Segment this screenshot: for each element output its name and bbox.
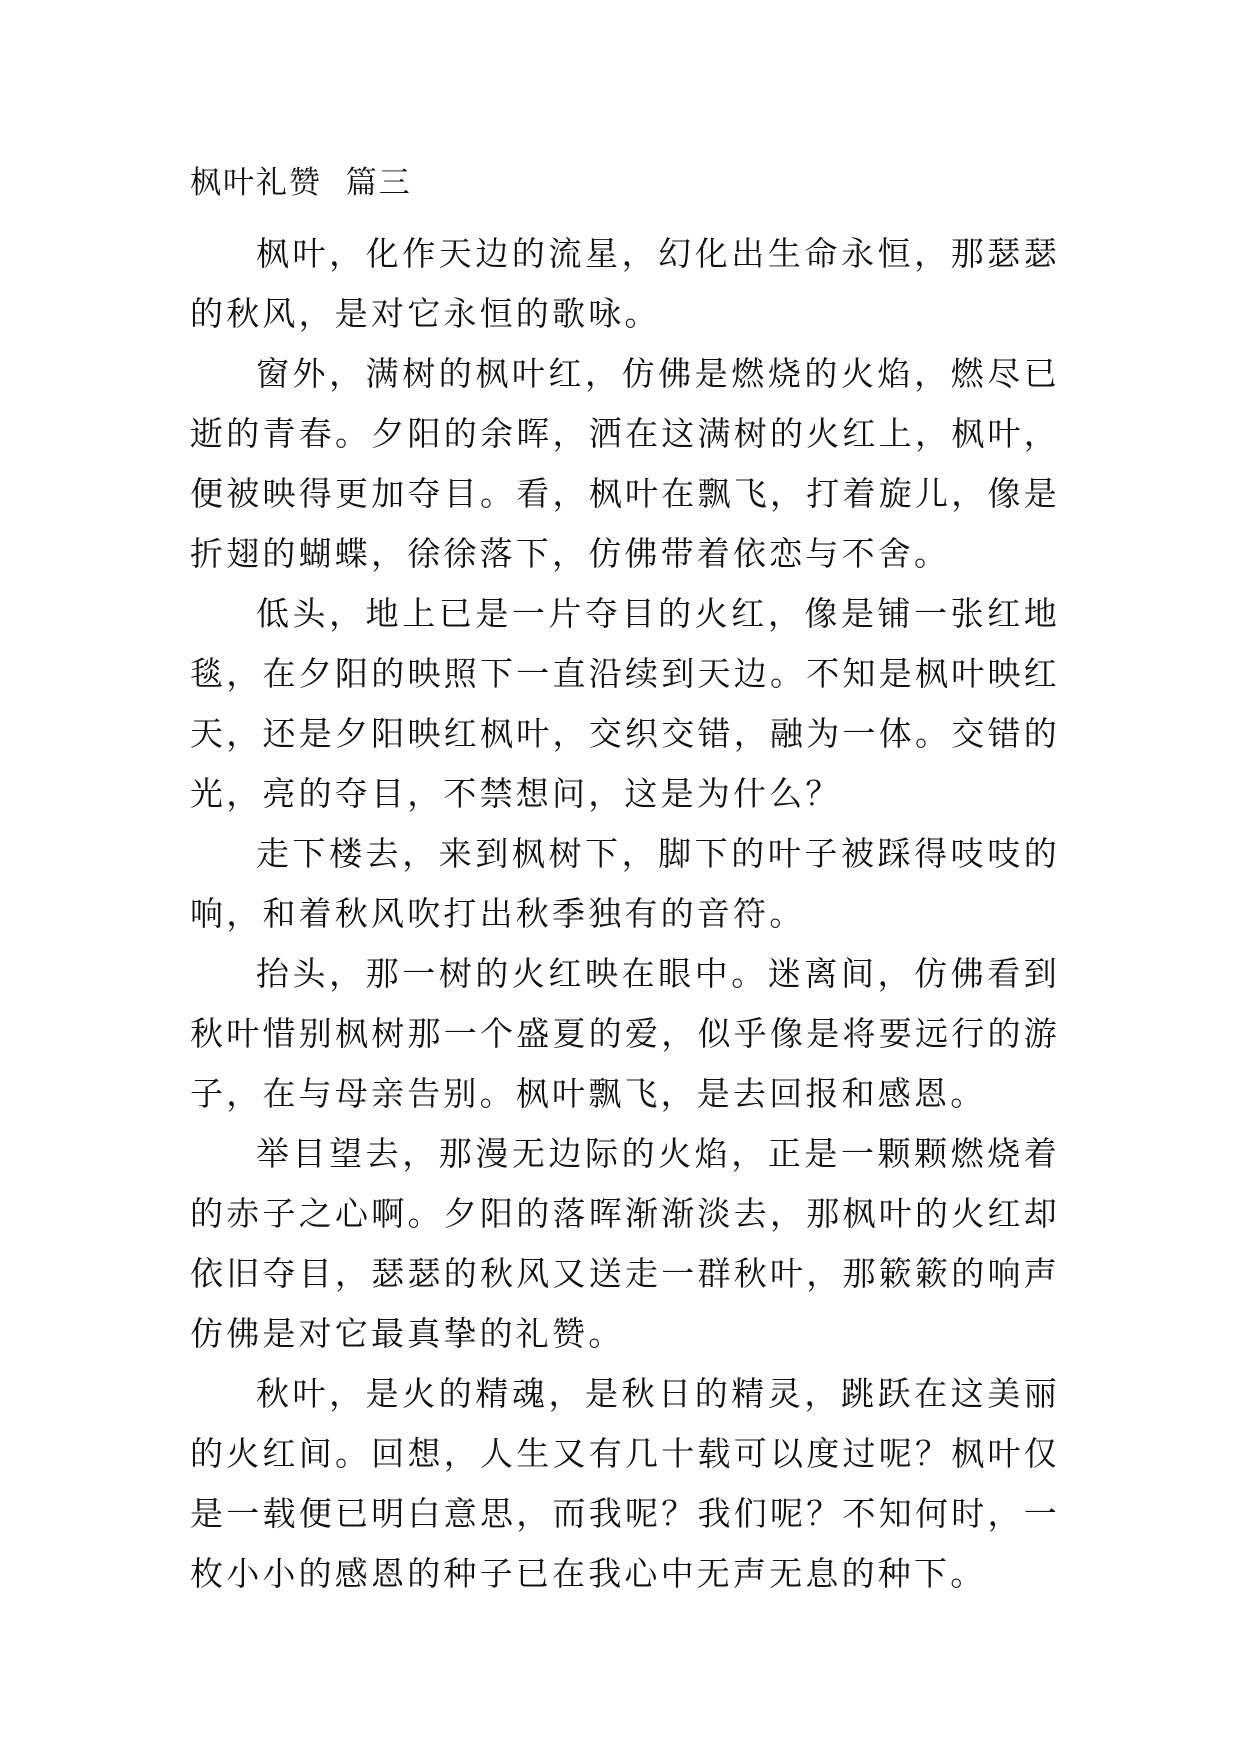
paragraph: 抬头，那一树的火红映在眼中。迷离间，仿佛看到秋叶惜别枫树那一个盛夏的爱，似乎像是将要远行的游子，在与母亲告别。枫叶飘飞，是去回报和感恩。 xyxy=(190,954,1060,1113)
paragraph: 秋叶，是火的精魂，是秋日的精灵，跳跃在这美丽的火红间。回想，人生又有几十载可以度过呢？枫叶仅是一载便已明白意思，而我呢？我们呢？不知何时，一枚小小的感恩的种子已在我心中无声无息的种下。 xyxy=(190,1374,1060,1593)
paragraph: 举目望去，那漫无边际的火焰，正是一颗颗燃烧着的赤子之心啊。夕阳的落晖渐渐淡去，那枫叶的火红却依旧夺目，瑟瑟的秋风又送走一群秋叶，那簌簌的响声仿佛是对它最真挚的礼赞。 xyxy=(190,1134,1060,1353)
document-title: 枫叶礼赞 篇三 xyxy=(190,165,412,201)
paragraph: 枫叶，化作天边的流星，幻化出生命永恒，那瑟瑟的秋风，是对它永恒的歌咏。 xyxy=(190,234,1060,333)
paragraph: 走下楼去，来到枫树下，脚下的叶子被踩得吱吱的响，和着秋风吹打出秋季独有的音符。 xyxy=(190,834,1060,933)
paragraph: 低头，地上已是一片夺目的火红，像是铺一张红地毯，在夕阳的映照下一直沿续到天边。不知是枫叶映红天，还是夕阳映红枫叶，交织交错，融为一体。交错的光，亮的夺目，不禁想问，这是为什么？ xyxy=(190,594,1060,813)
document-body xyxy=(190,160,1060,1604)
paragraph: 窗外，满树的枫叶红，仿佛是燃烧的火焰，燃尽已逝的青春。夕阳的余晖，洒在这满树的火红上，枫叶，便被映得更加夺目。看，枫叶在飘飞，打着旋儿，像是折翅的蝴蝶，徐徐落下，仿佛带着依恋与不舍。 xyxy=(190,354,1060,573)
